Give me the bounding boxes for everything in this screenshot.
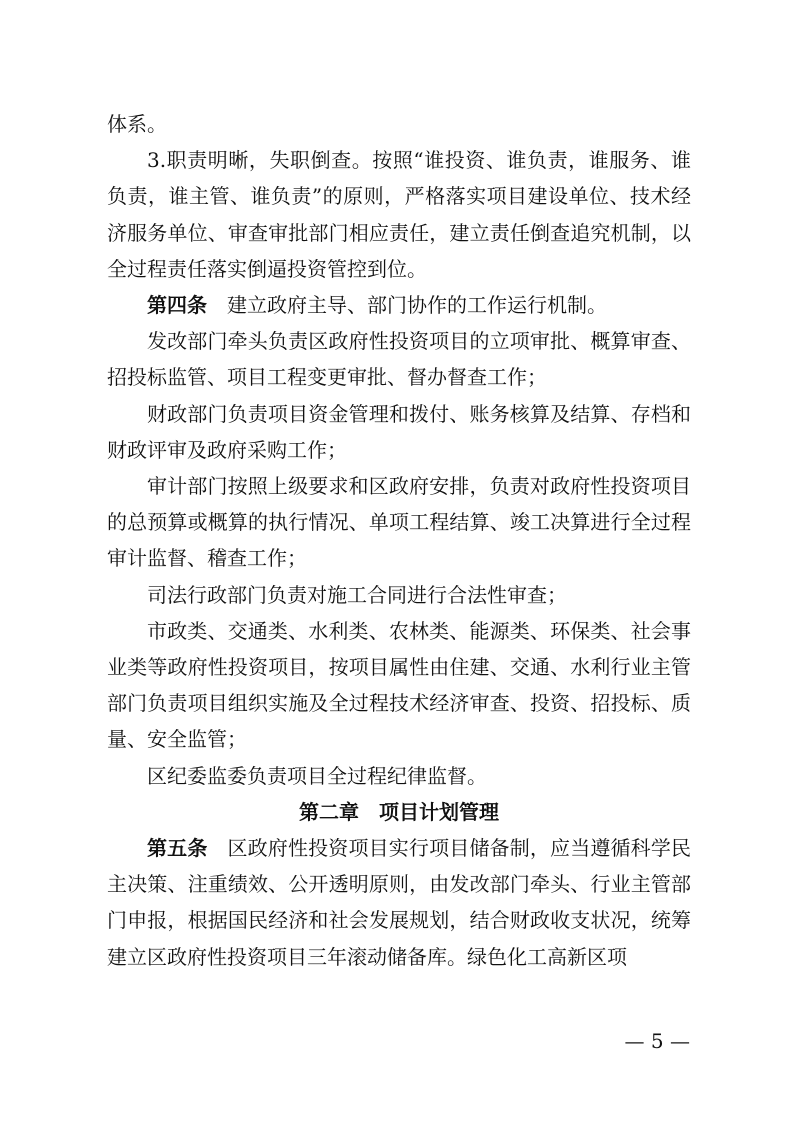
- chapter-heading: [107, 794, 691, 830]
- paragraph-text: 体系。: [107, 112, 167, 136]
- page-number: [0, 1027, 793, 1055]
- paragraph-text: 市政类、交通类、水利类、农林类、能源类、环保类、社会事业类等政府性投资项目，按项目属性由住建、交通、水利行业主管部门负责项目组织实施及全过程技术经济审查、投资、招投标、质量、安全监管；: [107, 618, 691, 752]
- document-body: [107, 106, 691, 975]
- paragraph-item-3: [107, 142, 691, 287]
- paragraph-text: 建立政府主导、部门协作的工作运行机制。: [227, 293, 607, 318]
- paragraph-justice: [107, 577, 691, 613]
- article-label: 第四条: [147, 293, 207, 318]
- article-5-paragraph: [107, 830, 691, 975]
- paragraph-project-categories: [107, 613, 691, 758]
- paragraph-text: 区纪委监委负责项目全过程纪律监督。: [147, 763, 487, 788]
- page-number-text: — 5 —: [624, 1029, 690, 1053]
- chapter-number: 第二章: [299, 799, 359, 824]
- paragraph-development-reform: [107, 323, 691, 395]
- paragraph-continuation: [107, 106, 691, 142]
- paragraph-text: 发改部门牵头负责区政府性投资项目的立项审批、概算审查、招投标监管、项目工程变更审批、督办督查工作；: [107, 329, 691, 390]
- article-label: 第五条: [147, 836, 208, 861]
- paragraph-text: 司法行政部门负责对施工合同进行合法性审查；: [147, 582, 567, 607]
- paragraph-discipline: [107, 758, 691, 794]
- article-4-heading: [107, 287, 691, 323]
- chapter-title: 项目计划管理: [379, 799, 499, 824]
- paragraph-audit: [107, 468, 691, 577]
- paragraph-finance: [107, 396, 691, 468]
- paragraph-text: 3.职责明晰，失职倒查。按照“谁投资、谁负责，谁服务、谁负责，谁主管、谁负责”的原则，严格落实项目建设单位、技术经济服务单位、审查审批部门相应责任，建立责任倒查追究机制，以全过程责任落实倒逼投资管控到位。: [107, 148, 691, 281]
- paragraph-text: 财政部门负责项目资金管理和拨付、账务核算及结算、存档和财政评审及政府采购工作；: [107, 401, 691, 462]
- paragraph-text: 审计部门按照上级要求和区政府安排，负责对政府性投资项目的总预算或概算的执行情况、单项工程结算、竣工决算进行全过程审计监督、稽查工作；: [107, 474, 691, 571]
- paragraph-text: 区政府性投资项目实行项目储备制，应当遵循科学民主决策、注重绩效、公开透明原则，由发改部门牵头、行业主管部门申报，根据国民经济和社会发展规划，结合财政收支状况，统筹建立区政府性投资项目三年滚动储备库。绿色化工高新区项: [107, 836, 692, 969]
